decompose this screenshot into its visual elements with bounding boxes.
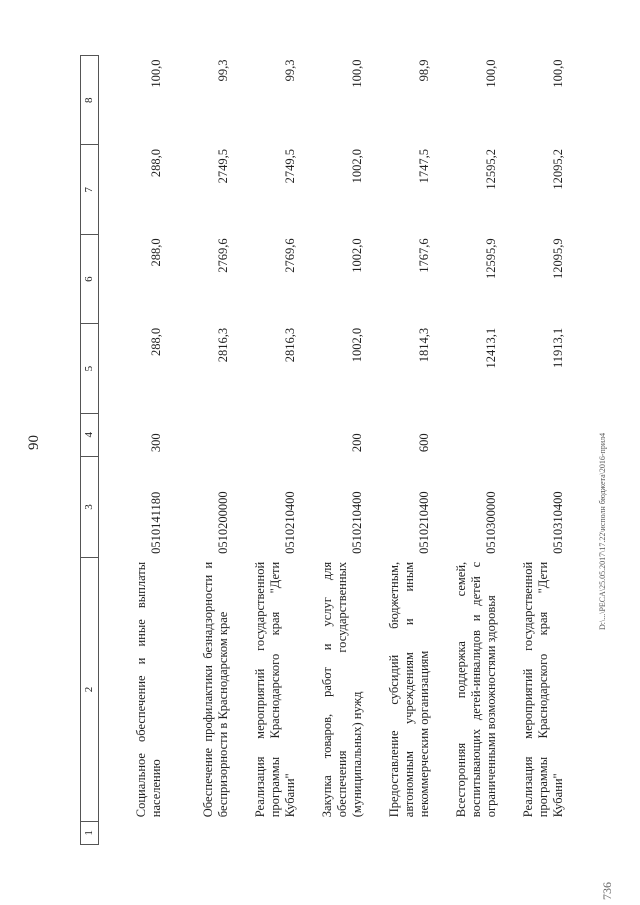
row-col6: 288,0 [149,238,163,267]
row-col8: 99,3 [283,59,297,82]
table-header-row [81,56,99,845]
row-name: Социальное обеспечение и иные выплаты населению [134,561,163,818]
row-name: Предоставление субсидий бюджетным, автономным учреждениям и иным некоммерческим организациям [387,561,431,818]
row-col7: 12095,2 [551,149,565,190]
row-col6: 1002,0 [350,238,364,273]
header-col-8: 8 [81,56,99,146]
row-col6: 2769,6 [216,238,230,273]
table-row [166,56,233,845]
budget-table-rotated [80,55,595,845]
row-name: Реализация мероприятий государственной программы Краснодарского края "Дети Кубани" [253,561,297,818]
row-col8: 100,0 [551,59,565,88]
row-col6: 2769,6 [283,238,297,273]
row-vr: 200 [350,433,364,453]
header-col-5: 5 [81,324,99,413]
row-vr: 300 [149,433,163,453]
header-col-7: 7 [81,145,99,234]
row-col7: 1747,5 [417,149,431,184]
row-col7: 12595,2 [484,149,498,190]
row-code: 0510300000 [484,491,498,554]
table-row [99,56,167,845]
row-vr [501,413,568,456]
table-row [367,56,434,845]
table-row [434,56,501,845]
row-code: 0510200000 [216,491,230,554]
row-vr [233,413,300,456]
row-name: Обеспечение профилактики безнадзорности и беспризорности в Краснодарском крае [201,561,230,818]
row-col6: 12095,9 [551,238,565,280]
header-col-6: 6 [81,234,99,323]
header-col-2: 2 [81,558,99,821]
header-col-4: 4 [81,413,99,456]
row-col8: 99,3 [216,59,230,82]
row-col7: 1002,0 [350,149,364,184]
row-col5: 2816,3 [216,327,230,363]
page-number: 90 [26,435,42,450]
row-col8: 100,0 [149,59,163,88]
row-col5: 288,0 [149,327,163,356]
row-name: Закупка товаров, работ и услуг для обеспечения государственных (муниципальных) нужд [320,561,364,818]
row-vr [166,413,233,456]
header-col-1: 1 [81,821,99,844]
row-col7: 2749,5 [283,149,297,184]
row-code: 0510210400 [417,491,431,554]
row-col5: 1002,0 [350,327,364,363]
header-col-3: 3 [81,456,99,558]
row-col5: 1814,3 [417,327,431,363]
row-col8: 100,0 [484,59,498,88]
table-row [233,56,300,845]
row-code: 0510210400 [350,491,364,554]
row-col5: 12413,1 [484,327,498,369]
table-row [501,56,568,845]
row-col7: 2749,5 [216,149,230,184]
row-name: Реализация мероприятий государственной программы Краснодарского края "Дети Кубани" [521,561,565,818]
row-col5: 2816,3 [283,327,297,363]
row-code: 0510310400 [551,491,565,554]
row-vr [434,413,501,456]
row-col6: 1767,6 [417,238,431,273]
row-name: Всесторонняя поддержка семей, воспитывающих детей-инвалидов и детей с ограниченными возможностями здоровья [454,561,498,818]
row-code: 0510141180 [149,491,163,554]
row-col8: 100,0 [350,59,364,88]
row-col6: 12595,9 [484,238,498,280]
budget-table [80,55,568,845]
row-col5: 11913,1 [551,327,565,369]
row-code: 0510210400 [283,491,297,554]
row-vr: 600 [417,433,431,453]
table-row [300,56,367,845]
row-col7: 288,0 [149,149,163,178]
footer-file-path: D:\...\PECA\25.05.2017\17.22\исполн бюджета\2016-прил4 [598,432,607,630]
corner-page-number: 736 [600,882,614,900]
row-col8: 98,9 [417,59,431,82]
